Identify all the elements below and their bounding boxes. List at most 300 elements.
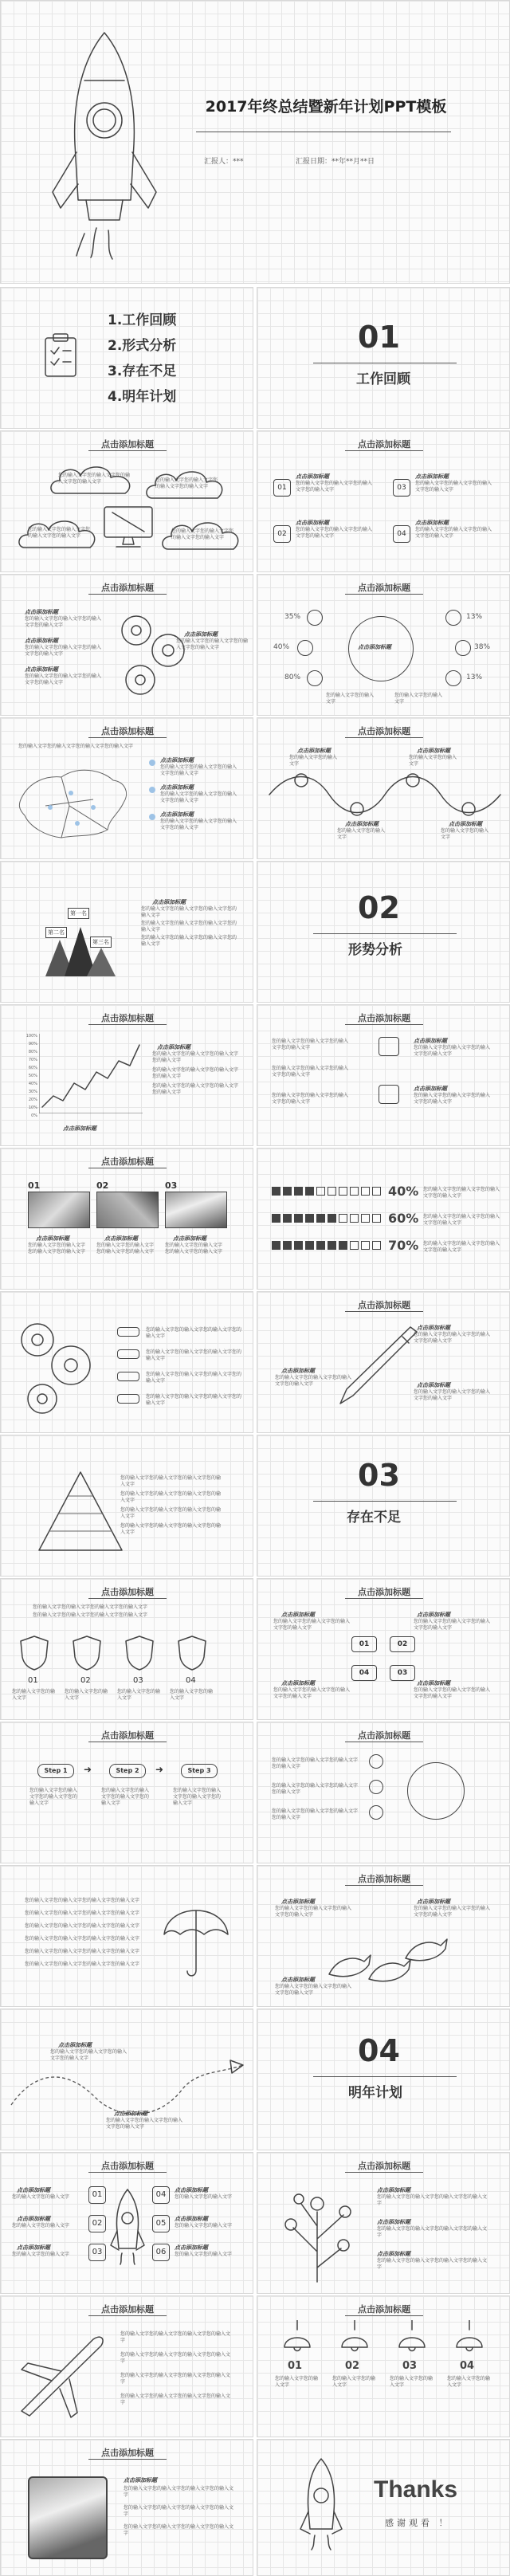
progress-text: 您的输入文字您的输入文字您的输入文字您的输入文字 bbox=[423, 1187, 500, 1199]
progress-block-empty bbox=[350, 1187, 359, 1196]
progress-block-empty bbox=[328, 1187, 336, 1196]
slide-cross bbox=[257, 1578, 510, 1720]
rocket-item-head: 点击添加标题 bbox=[175, 2244, 208, 2251]
title-underline bbox=[345, 1024, 423, 1025]
y-tick-label: 60% bbox=[28, 1066, 37, 1070]
flow-text-1: 您的输入文字您的输入文字您的输入文字您的输入文字 bbox=[272, 1039, 349, 1050]
slide-gears-list bbox=[0, 1291, 253, 1433]
bird-head-3: 点击添加标题 bbox=[281, 1977, 315, 1983]
y-tick-label: 30% bbox=[28, 1090, 37, 1094]
rocket-icon bbox=[108, 2186, 147, 2266]
cross-box-01: 01 bbox=[351, 1636, 377, 1652]
rocket-icon bbox=[37, 25, 172, 264]
map-text-1: 您的输入文字您的输入文字您的输入文字您的输入文字 bbox=[160, 764, 237, 776]
shield-intro-1: 您的输入文字您的输入文字您的输入文字您的输入文字 bbox=[33, 1604, 148, 1610]
gears-icon bbox=[112, 607, 192, 702]
ranking-text-1: 您的输入文字您的输入文字您的输入文字您的输入文字 bbox=[141, 906, 237, 918]
slide-plane-path bbox=[0, 2009, 253, 2150]
pyramid-icon bbox=[29, 916, 125, 980]
slide-airplane bbox=[0, 2295, 253, 2437]
umbrella-icon bbox=[160, 1895, 232, 1982]
gear-text-1: 您的输入文字您的输入文字您的输入文字您的输入文字 bbox=[25, 616, 102, 628]
wave-text-1: 您的输入文字您的输入文字 bbox=[289, 755, 338, 767]
cross-box-02: 02 bbox=[390, 1636, 415, 1652]
rocket-item-head: 点击添加标题 bbox=[175, 2187, 208, 2193]
list-marker-1 bbox=[117, 1327, 139, 1337]
map-head-2: 点击添加标题 bbox=[160, 784, 194, 791]
bird-text-2: 您的输入文字您的输入文字您的输入文字您的输入文字 bbox=[414, 1906, 491, 1918]
circle-3 bbox=[307, 670, 323, 686]
ranking-head: 点击添加标题 bbox=[152, 899, 186, 905]
ranking-text-2: 您的输入文字您的输入文字您的输入文字您的输入文字 bbox=[141, 921, 237, 933]
step-3: Step 3 bbox=[181, 1764, 218, 1778]
title-underline bbox=[88, 1598, 167, 1599]
line-text-3: 您的输入文字您的输入文字您的输入文字您的输入文字 bbox=[152, 1083, 239, 1095]
pen-head-2: 点击添加标题 bbox=[281, 1368, 315, 1374]
y-tick-label: 100% bbox=[26, 1034, 37, 1039]
number-box-04: 04 bbox=[393, 525, 410, 543]
photo-text-body-3: 您的输入文字您的输入文字您的输入文字您的输入文字 bbox=[124, 2524, 234, 2536]
slide-numbered-blocks bbox=[257, 430, 510, 572]
airplane-text-4: 您的输入文字您的输入文字您的输入文字您的输入文字 bbox=[120, 2393, 231, 2405]
wave-head-1: 点击添加标题 bbox=[297, 748, 331, 754]
photo-number-1: 01 bbox=[28, 1180, 41, 1191]
slide-title: 点击添加标题 bbox=[101, 1587, 154, 1597]
shield-text-1: 您的输入文字您的输入文字 bbox=[12, 1689, 56, 1701]
block-head-4: 点击添加标题 bbox=[415, 520, 449, 526]
ranking-text-3: 您的输入文字您的输入文字您的输入文字您的输入文字 bbox=[141, 935, 237, 947]
rocket-item-head: 点击添加标题 bbox=[175, 2216, 208, 2222]
path-text-1: 您的输入文字您的输入文字您的输入文字您的输入文字 bbox=[50, 2049, 128, 2061]
photo-text-body-1: 您的输入文字您的输入文字您的输入文字您的输入文字 bbox=[124, 2486, 234, 2498]
block-text-4: 您的输入文字您的输入文字您的输入文字您的输入文字 bbox=[415, 527, 492, 539]
map-text-3: 您的输入文字您的输入文字您的输入文字您的输入文字 bbox=[160, 819, 237, 831]
title-underline bbox=[88, 2315, 167, 2316]
thanks-subtitle: 感谢观看 ！ bbox=[385, 2518, 451, 2528]
airplane-text-1: 您的输入文字您的输入文字您的输入文字您的输入文字 bbox=[120, 2331, 231, 2343]
title-underline bbox=[345, 450, 423, 451]
path-head-1: 点击添加标题 bbox=[58, 2042, 92, 2048]
slide-steps bbox=[0, 1722, 253, 1863]
list-icon-circle bbox=[369, 1805, 383, 1820]
slide-title: 点击添加标题 bbox=[101, 2304, 154, 2315]
y-tick-label: 80% bbox=[28, 1050, 37, 1054]
slide-photo-text bbox=[0, 2439, 253, 2576]
number-box-01: 01 bbox=[273, 479, 291, 497]
airplane-text-3: 您的输入文字您的输入文字您的输入文字您的输入文字 bbox=[120, 2373, 231, 2385]
map-pin-icon bbox=[149, 760, 155, 766]
umbrella-text-1: 您的输入文字您的输入文字您的输入文字您的输入文字 bbox=[25, 1898, 140, 1903]
cross-text-4: 您的输入文字您的输入文字您的输入文字您的输入文字 bbox=[414, 1687, 491, 1699]
pen-head-1: 点击添加标题 bbox=[417, 1325, 450, 1331]
slide-section-03 bbox=[257, 1435, 510, 1577]
progress-block-filled bbox=[305, 1214, 314, 1223]
cloud-text-2: 您的输入文字您的输入文字您的输入文字您的输入文字 bbox=[155, 477, 218, 489]
photo-3 bbox=[165, 1192, 227, 1228]
progress-block-filled bbox=[272, 1214, 280, 1223]
thanks-title: Thanks bbox=[374, 2476, 458, 2503]
slide-title: 点击添加标题 bbox=[101, 1730, 154, 1741]
progress-block-filled bbox=[339, 1241, 347, 1250]
wave-head-3: 点击添加标题 bbox=[345, 821, 379, 827]
slide-title: 点击添加标题 bbox=[101, 726, 154, 736]
photo-text-2: 您的输入文字您的输入文字您的输入文字您的输入文字 bbox=[96, 1243, 155, 1255]
section-divider bbox=[313, 2076, 457, 2077]
lamp-text: 您的输入文字您的输入文字 bbox=[332, 2376, 376, 2388]
title-underline bbox=[345, 2315, 423, 2316]
progress-text: 您的输入文字您的输入文字您的输入文字您的输入文字 bbox=[423, 1214, 500, 1226]
flow-text-3: 您的输入文字您的输入文字您的输入文字您的输入文字 bbox=[272, 1093, 349, 1105]
slide-map bbox=[0, 717, 253, 859]
umbrella-text-2: 您的输入文字您的输入文字您的输入文字您的输入文字 bbox=[25, 1910, 140, 1916]
slide-section-02 bbox=[257, 861, 510, 1003]
gear-list-text-3: 您的输入文字您的输入文字您的输入文字您的输入文字 bbox=[146, 1372, 242, 1384]
step-text-2: 您的输入文字您的输入文字您的输入文字您的输入文字 bbox=[101, 1788, 150, 1806]
progress-value: 40% bbox=[388, 1184, 419, 1199]
title-underline bbox=[88, 450, 167, 451]
rocket-item-text: 您的输入文字您的输入文字 bbox=[175, 2194, 233, 2200]
center-text-right: 您的输入文字您的输入文字 bbox=[394, 693, 443, 705]
lamp-number: 04 bbox=[460, 2360, 475, 2372]
progress-block-filled bbox=[328, 1241, 336, 1250]
shield-icon bbox=[124, 1635, 155, 1671]
title-underline bbox=[88, 594, 167, 595]
pen-text-2: 您的输入文字您的输入文字您的输入文字您的输入文字 bbox=[275, 1375, 352, 1387]
number-box-02: 02 bbox=[273, 525, 291, 543]
progress-block-filled bbox=[283, 1241, 292, 1250]
progress-block-empty bbox=[372, 1241, 381, 1250]
flow-icon-box-1 bbox=[379, 1037, 399, 1056]
slide-layer-pyramid bbox=[0, 1435, 253, 1577]
line-head: 点击添加标题 bbox=[157, 1044, 190, 1050]
cover-date: 汇报日期：**年**月**日 bbox=[296, 158, 375, 166]
progress-block-filled bbox=[272, 1187, 280, 1196]
map-pin-icon bbox=[149, 787, 155, 793]
map-head-3: 点击添加标题 bbox=[160, 811, 194, 818]
rocket-number-box: 01 bbox=[88, 2186, 106, 2204]
section-divider bbox=[313, 933, 457, 934]
slide-gears bbox=[0, 574, 253, 716]
shield-text-2: 您的输入文字您的输入文字 bbox=[65, 1689, 108, 1701]
title-underline bbox=[88, 2459, 167, 2460]
slide-shields bbox=[0, 1578, 253, 1720]
gear-head-2: 点击添加标题 bbox=[25, 638, 58, 644]
progress-block-filled bbox=[305, 1241, 314, 1250]
shield-number-3: 03 bbox=[133, 1676, 143, 1685]
birds-icon bbox=[321, 1926, 449, 1990]
step-text-1: 您的输入文字您的输入文字您的输入文字您的输入文字 bbox=[29, 1788, 78, 1806]
photo-number-2: 02 bbox=[96, 1180, 109, 1191]
center-text-left: 您的输入文字您的输入文字 bbox=[326, 693, 375, 705]
photo-head-2: 点击添加标题 bbox=[104, 1235, 138, 1242]
umbrella-text-6: 您的输入文字您的输入文字您的输入文字您的输入文字 bbox=[25, 1961, 140, 1967]
progress-block-empty bbox=[361, 1187, 370, 1196]
gear-head-3: 点击添加标题 bbox=[25, 666, 58, 673]
y-tick-label: 70% bbox=[28, 1058, 37, 1062]
list-marker-4 bbox=[117, 1394, 139, 1404]
progress-block-filled bbox=[316, 1241, 325, 1250]
shield-icon bbox=[176, 1635, 208, 1671]
lamp-number: 02 bbox=[345, 2360, 360, 2372]
cross-head-4: 点击添加标题 bbox=[417, 1680, 450, 1687]
gear-text-3: 您的输入文字您的输入文字您的输入文字您的输入文字 bbox=[25, 673, 102, 685]
percent-label-4: 13% bbox=[466, 613, 483, 621]
cover-title: 2017年终总结暨新年计划PPT模板 bbox=[205, 98, 447, 116]
cloud-text-3: 您的输入文字您的输入文字您的输入文字您的输入文字 bbox=[28, 527, 91, 539]
photo-2 bbox=[96, 1192, 159, 1228]
section-number: 04 bbox=[358, 2033, 400, 2068]
tree-text-2: 您的输入文字您的输入文字您的输入文字您的输入文字 bbox=[377, 2226, 488, 2238]
list-marker-3 bbox=[117, 1372, 139, 1381]
large-icon-circle bbox=[407, 1762, 465, 1820]
bird-text-3: 您的输入文字您的输入文字您的输入文字您的输入文字 bbox=[275, 1984, 352, 1996]
section-name: 工作回顾 bbox=[356, 371, 410, 387]
progress-block-empty bbox=[361, 1214, 370, 1223]
icon-list-text-1: 您的输入文字您的输入文字您的输入文字您的输入文字 bbox=[272, 1757, 359, 1769]
slide-toc bbox=[0, 287, 253, 429]
map-text-2: 您的输入文字您的输入文字您的输入文字您的输入文字 bbox=[160, 791, 237, 803]
circle-6 bbox=[445, 670, 461, 686]
pyramid-text-3: 您的输入文字您的输入文字您的输入文字您的输入文字 bbox=[120, 1507, 222, 1519]
cross-head-3: 点击添加标题 bbox=[281, 1680, 315, 1687]
wave-line bbox=[265, 771, 504, 819]
section-name: 存在不足 bbox=[347, 1510, 401, 1526]
slide-title: 点击添加标题 bbox=[358, 726, 410, 736]
toc-item-4[interactable]: 4.明年计划 bbox=[108, 389, 177, 405]
slide-ranking bbox=[0, 861, 253, 1003]
cross-text-1: 您的输入文字您的输入文字您的输入文字您的输入文字 bbox=[273, 1619, 351, 1631]
lamp-number: 01 bbox=[288, 2360, 303, 2372]
title-underline bbox=[345, 1311, 423, 1312]
progress-row bbox=[272, 1184, 503, 1214]
flow-head-1: 点击添加标题 bbox=[414, 1038, 447, 1044]
flow-icon-box-2 bbox=[379, 1085, 399, 1104]
flow-text-4: 您的输入文字您的输入文字您的输入文字您的输入文字 bbox=[414, 1045, 491, 1057]
y-tick-label: 20% bbox=[28, 1098, 37, 1102]
pyramid-icon bbox=[33, 1467, 128, 1555]
title-underline bbox=[88, 1024, 167, 1025]
lamp-number: 03 bbox=[402, 2360, 418, 2372]
slide-title: 点击添加标题 bbox=[101, 1013, 154, 1023]
slide-title: 点击添加标题 bbox=[101, 439, 154, 450]
icon-list-text-3: 您的输入文字您的输入文字您的输入文字您的输入文字 bbox=[272, 1808, 359, 1820]
cross-head-2: 点击添加标题 bbox=[417, 1612, 450, 1618]
number-box-03: 03 bbox=[393, 479, 410, 497]
pyramid-text-1: 您的输入文字您的输入文字您的输入文字您的输入文字 bbox=[120, 1475, 222, 1487]
rocket-number-box: 04 bbox=[152, 2186, 170, 2204]
chart-caption: 点击添加标题 bbox=[63, 1125, 96, 1132]
section-name: 明年计划 bbox=[348, 2085, 402, 2101]
list-marker-2 bbox=[117, 1349, 139, 1359]
y-tick-label: 40% bbox=[28, 1082, 37, 1086]
slide-thanks bbox=[257, 2439, 510, 2576]
slide-title: 点击添加标题 bbox=[101, 2161, 154, 2171]
photo-text-3: 您的输入文字您的输入文字您的输入文字您的输入文字 bbox=[165, 1243, 223, 1255]
slide-title: 点击添加标题 bbox=[358, 1730, 410, 1741]
wave-head-4: 点击添加标题 bbox=[449, 821, 482, 827]
photo-text-1: 您的输入文字您的输入文字您的输入文字您的输入文字 bbox=[28, 1243, 86, 1255]
lamp-icon bbox=[452, 2320, 487, 2355]
progress-block-empty bbox=[339, 1187, 347, 1196]
slide-title: 点击添加标题 bbox=[358, 583, 410, 593]
y-tick-label: 10% bbox=[28, 1105, 37, 1110]
slide-title: 点击添加标题 bbox=[101, 583, 154, 593]
progress-row bbox=[272, 1238, 503, 1268]
map-intro-text: 您的输入文字您的输入文字您的输入文字您的输入文字 bbox=[18, 744, 134, 749]
gear-list-text-2: 您的输入文字您的输入文字您的输入文字您的输入文字 bbox=[146, 1349, 242, 1361]
progress-value: 70% bbox=[388, 1238, 419, 1253]
title-underline bbox=[345, 737, 423, 738]
tree-text-3: 您的输入文字您的输入文字您的输入文字您的输入文字 bbox=[377, 2258, 488, 2270]
rocket-item-text: 您的输入文字您的输入文字 bbox=[12, 2194, 70, 2200]
center-head: 点击添加标题 bbox=[358, 644, 391, 650]
rank-third-label: 第三名 bbox=[90, 937, 112, 948]
progress-block-empty bbox=[361, 1241, 370, 1250]
rocket-number-box: 03 bbox=[88, 2244, 106, 2261]
slide-wave bbox=[257, 717, 510, 859]
tree-head-3: 点击添加标题 bbox=[377, 2251, 410, 2257]
slide-clouds-monitor bbox=[0, 430, 253, 572]
list-icon-circle bbox=[369, 1754, 383, 1769]
slide-title: 点击添加标题 bbox=[358, 439, 410, 450]
toc-item-1[interactable]: 1.工作回顾 bbox=[108, 312, 177, 328]
slide-birds bbox=[257, 1865, 510, 2007]
shield-number-2: 02 bbox=[80, 1676, 91, 1685]
rocket-number-box: 06 bbox=[152, 2244, 170, 2261]
umbrella-text-4: 您的输入文字您的输入文字您的输入文字您的输入文字 bbox=[25, 1936, 140, 1942]
shield-icon bbox=[18, 1635, 50, 1671]
gear-head-1: 点击添加标题 bbox=[25, 609, 58, 615]
clipboard-icon bbox=[41, 332, 80, 379]
progress-block-filled bbox=[283, 1187, 292, 1196]
progress-block-filled bbox=[328, 1214, 336, 1223]
pen-icon bbox=[329, 1324, 425, 1412]
slide-section-01 bbox=[257, 287, 510, 429]
bird-head-2: 点击添加标题 bbox=[417, 1899, 450, 1905]
section-number: 02 bbox=[358, 890, 400, 925]
path-head-2: 点击添加标题 bbox=[114, 2111, 147, 2117]
shield-number-1: 01 bbox=[28, 1676, 38, 1685]
rocket-item-text: 您的输入文字您的输入文字 bbox=[175, 2252, 233, 2257]
step-1: Step 1 bbox=[37, 1764, 74, 1778]
slide-percent-circles bbox=[257, 574, 510, 716]
arrow-right-icon: ➜ bbox=[84, 1764, 92, 1775]
lamp-icon bbox=[280, 2320, 315, 2355]
slide-icon-list bbox=[257, 1722, 510, 1863]
y-axis-labels bbox=[18, 1032, 37, 1120]
slide-progress bbox=[257, 1148, 510, 1290]
block-head-2: 点击添加标题 bbox=[296, 520, 329, 526]
bird-head-1: 点击添加标题 bbox=[281, 1899, 315, 1905]
progress-block-filled bbox=[294, 1241, 303, 1250]
section-name: 形势分析 bbox=[348, 942, 402, 958]
toc-item-3[interactable]: 3.存在不足 bbox=[108, 363, 177, 379]
line-chart bbox=[39, 1034, 143, 1113]
rank-second-label: 第二名 bbox=[45, 927, 67, 938]
slide-title: 点击添加标题 bbox=[101, 2448, 154, 2458]
icon-list-text-2: 您的输入文字您的输入文字您的输入文字您的输入文字 bbox=[272, 1783, 359, 1795]
block-text-3: 您的输入文字您的输入文字您的输入文字您的输入文字 bbox=[415, 481, 492, 493]
shield-number-4: 04 bbox=[186, 1676, 196, 1685]
lamp-icon bbox=[337, 2320, 372, 2355]
gear-text-2: 您的输入文字您的输入文字您的输入文字您的输入文字 bbox=[25, 645, 102, 657]
block-head-3: 点击添加标题 bbox=[415, 473, 449, 480]
photo-head-3: 点击添加标题 bbox=[173, 1235, 206, 1242]
percent-label-6: 13% bbox=[466, 673, 483, 681]
shield-icon bbox=[71, 1635, 103, 1671]
slide-lamps bbox=[257, 2295, 510, 2437]
percent-label-3: 80% bbox=[284, 673, 301, 681]
title-underline bbox=[345, 594, 423, 595]
section-number: 01 bbox=[358, 320, 400, 355]
photo-number-3: 03 bbox=[165, 1180, 178, 1191]
progress-block-filled bbox=[305, 1187, 314, 1196]
map-head-1: 点击添加标题 bbox=[160, 757, 194, 764]
slide-line-chart bbox=[0, 1004, 253, 1146]
pen-text-1: 您的输入文字您的输入文字您的输入文字您的输入文字 bbox=[414, 1332, 491, 1344]
umbrella-text-5: 您的输入文字您的输入文字您的输入文字您的输入文字 bbox=[25, 1949, 140, 1954]
shield-text-4: 您的输入文字您的输入文字 bbox=[170, 1689, 214, 1701]
tree-icon bbox=[273, 2180, 361, 2283]
slide-section-04 bbox=[257, 2009, 510, 2150]
y-tick-label: 0% bbox=[31, 1113, 37, 1118]
rocket-item-text: 您的输入文字您的输入文字 bbox=[12, 2252, 70, 2257]
circle-4 bbox=[445, 610, 461, 626]
section-divider bbox=[313, 1501, 457, 1502]
step-2: Step 2 bbox=[109, 1764, 146, 1778]
line-text-2: 您的输入文字您的输入文字您的输入文字您的输入文字 bbox=[152, 1067, 239, 1079]
slide-tree bbox=[257, 2152, 510, 2294]
umbrella-text-3: 您的输入文字您的输入文字您的输入文字您的输入文字 bbox=[25, 1923, 140, 1929]
gear-list-text-4: 您的输入文字您的输入文字您的输入文字您的输入文字 bbox=[146, 1394, 242, 1406]
progress-block-filled bbox=[272, 1241, 280, 1250]
gear-text-4: 您的输入文字您的输入文字您的输入文字您的输入文字 bbox=[176, 638, 249, 650]
slide-rocket-six bbox=[0, 2152, 253, 2294]
pyramid-text-2: 您的输入文字您的输入文字您的输入文字您的输入文字 bbox=[120, 1491, 222, 1503]
gear-head-4: 点击添加标题 bbox=[184, 631, 218, 638]
circle-2 bbox=[297, 640, 313, 656]
wave-text-4: 您的输入文字您的输入文字 bbox=[441, 828, 489, 840]
title-underline bbox=[345, 1598, 423, 1599]
progress-block-empty bbox=[316, 1187, 325, 1196]
photo-head-1: 点击添加标题 bbox=[36, 1235, 69, 1242]
rocket-item-head: 点击添加标题 bbox=[17, 2187, 50, 2193]
rocket-item-head: 点击添加标题 bbox=[17, 2244, 50, 2251]
cross-text-2: 您的输入文字您的输入文字您的输入文字您的输入文字 bbox=[414, 1619, 491, 1631]
percent-label-5: 38% bbox=[474, 643, 491, 651]
block-head-1: 点击添加标题 bbox=[296, 473, 329, 480]
rocket-item-text: 您的输入文字您的输入文字 bbox=[12, 2223, 70, 2228]
flow-head-2: 点击添加标题 bbox=[414, 1086, 447, 1092]
airplane-icon bbox=[14, 2331, 109, 2419]
title-underline bbox=[345, 1885, 423, 1886]
circle-1 bbox=[307, 610, 323, 626]
path-text-2: 您的输入文字您的输入文字您的输入文字您的输入文字 bbox=[106, 2118, 183, 2130]
flow-text-5: 您的输入文字您的输入文字您的输入文字您的输入文字 bbox=[414, 1093, 491, 1105]
gear-list-text-1: 您的输入文字您的输入文字您的输入文字您的输入文字 bbox=[146, 1327, 242, 1339]
progress-block-filled bbox=[294, 1214, 303, 1223]
progress-text: 您的输入文字您的输入文字您的输入文字您的输入文字 bbox=[423, 1241, 500, 1253]
cross-box-04: 04 bbox=[351, 1665, 377, 1681]
rocket-item-text: 您的输入文字您的输入文字 bbox=[175, 2223, 233, 2228]
progress-block-empty bbox=[339, 1214, 347, 1223]
china-map bbox=[14, 758, 133, 846]
toc-item-2[interactable]: 2.形式分析 bbox=[108, 338, 177, 354]
cover-reporter: 汇报人：*** bbox=[204, 158, 244, 166]
lamp-text: 您的输入文字您的输入文字 bbox=[447, 2376, 491, 2388]
slide-pen bbox=[257, 1291, 510, 1433]
lamp-icon bbox=[394, 2320, 430, 2355]
